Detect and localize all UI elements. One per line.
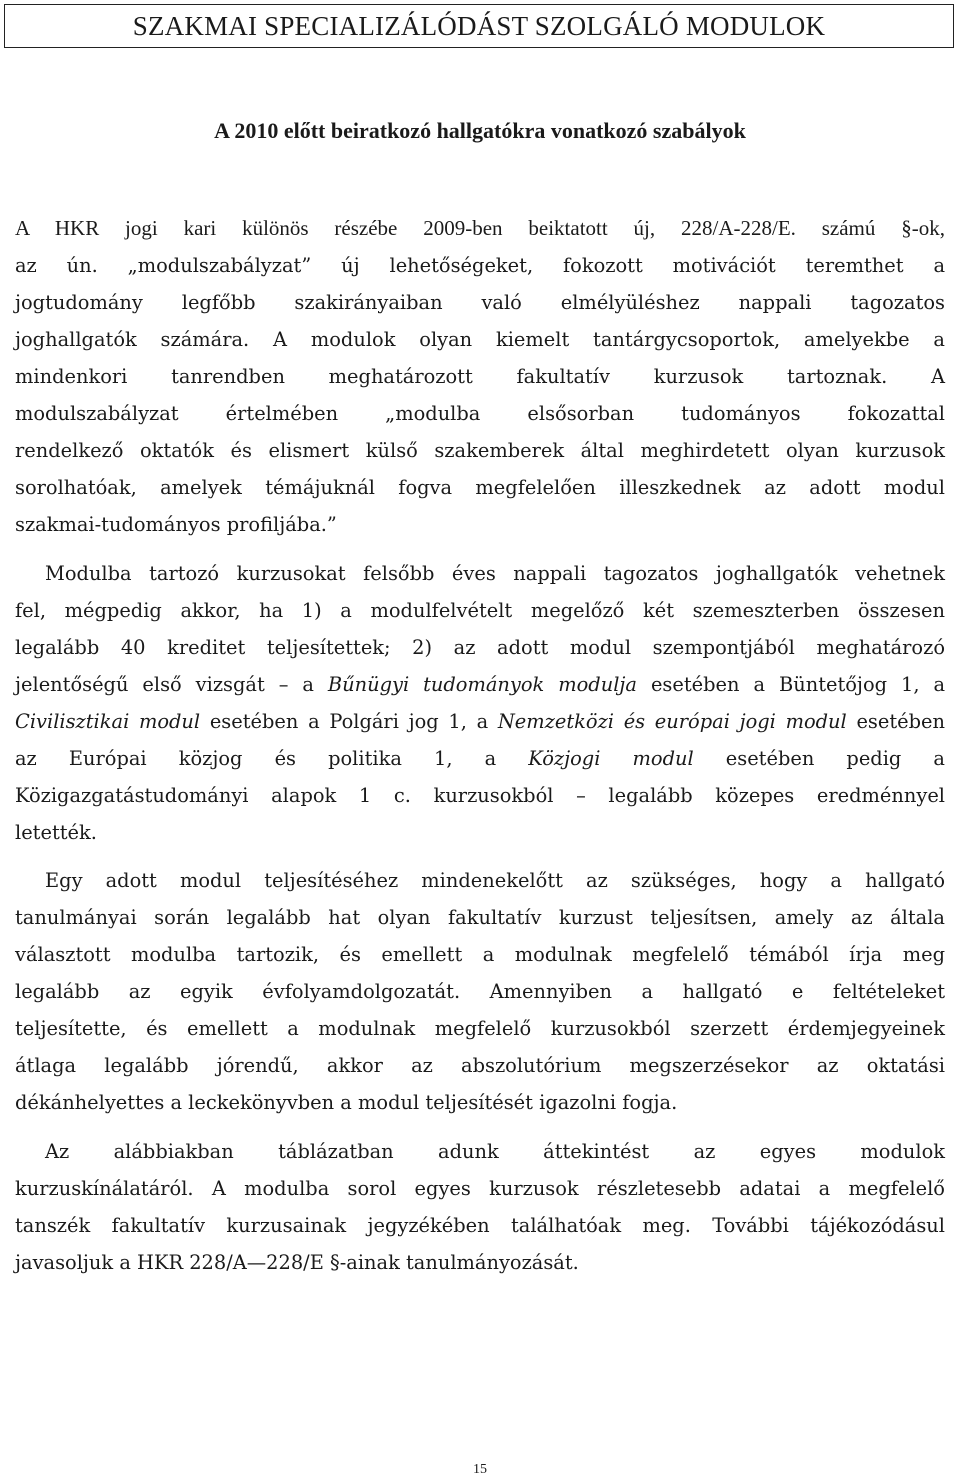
text-segment: esetében	[846, 710, 945, 733]
text-line: választott modulba tartozik, és emellett a modulnak megfelelő témából írja meg	[15, 943, 945, 966]
text-segment: esetében a Polgári jog 1, a	[200, 710, 498, 733]
text-line: átlaga legalább jórendű, akkor az abszolutórium megszerzésekor az oktatási	[15, 1054, 945, 1077]
text-line: jogtudomány legfőbb szakirányaiban való elmélyüléshez nappali tagozatos	[15, 291, 945, 314]
page-number: 15	[473, 1462, 487, 1477]
text-line	[15, 666, 945, 703]
text-line	[15, 740, 945, 777]
text-segment: az Európai közjog és politika 1, a	[15, 747, 529, 770]
text-line: legalább az egyik évfolyamdolgozatát. Amennyiben a hallgató e feltételeket	[15, 980, 945, 1003]
text-line: fel, mégpedig akkor, ha 1) a modulfelvételt megelőző két szemeszterben összesen	[15, 599, 945, 622]
paragraph-completion	[15, 862, 945, 1121]
text-line: Modulba tartozó kurzusokat felsőbb éves nappali tagozatos joghallgatók vehetnek	[45, 562, 945, 585]
text-line: javasoljuk a HKR 228/A—228/E §-ainak tanulmányozását.	[15, 1251, 579, 1274]
text-line: szakmai-tudományos profiljába.”	[15, 513, 337, 536]
text-segment: jelentőségű első vizsgát – a	[15, 673, 328, 696]
page-title: SZAKMAI SPECIALIZÁLÓDÁST SZOLGÁLÓ MODULOK	[4, 4, 954, 48]
text-segment: esetében pedig a	[693, 747, 945, 770]
text-line: dékánhelyettes a leckekönyvben a modul teljesítését igazolni fogja.	[15, 1091, 678, 1114]
text-line: letették.	[15, 821, 97, 844]
section-subtitle: A 2010 előtt beiratkozó hallgatókra vonatkozó szabályok	[214, 118, 746, 143]
paragraph-overview	[15, 1133, 945, 1281]
text-line: Közigazgatástudományi alapok 1 c. kurzusokból – legalább közepes eredménnyel	[15, 784, 945, 807]
text-line: joghallgatók számára. A modulok olyan kiemelt tantárgycsoportok, amelyekbe a	[15, 328, 945, 351]
text-segment: esetében a Büntetőjog 1, a	[637, 673, 946, 696]
italic-module-name: Bűnügyi tudományok modulja	[327, 673, 637, 696]
text-line: Az alábbiakban táblázatban adunk áttekintést az egyes modulok	[45, 1140, 945, 1163]
text-line: az ún. „modulszabályzat” új lehetőségeket, fokozott motivációt teremthet a	[15, 254, 945, 277]
text-line: rendelkező oktatók és elismert külső szakemberek által meghirdetett olyan kurzusok	[15, 439, 945, 462]
italic-module-name: Nemzetközi és európai jogi modul	[497, 710, 847, 733]
text-line: Egy adott modul teljesítéséhez mindenekelőtt az szükséges, hogy a hallgató	[45, 869, 945, 892]
text-line: modulszabályzat értelmében „modulba elsősorban tudományos fokozattal	[15, 402, 945, 425]
text-line: sorolhatóak, amelyek témájuknál fogva megfelelően illeszkednek az adott modul	[15, 476, 945, 499]
text-line: mindenkori tanrendben meghatározott fakultatív kurzusok tartoznak. A	[15, 365, 945, 388]
text-line: kurzuskínálatáról. A modulba sorol egyes kurzusok részletesebb adatai a megfelelő	[15, 1177, 945, 1200]
text-line: legalább 40 kreditet teljesítettek; 2) az adott modul szempontjából meghatározó	[15, 636, 945, 659]
text-line: tanszék fakultatív kurzusainak jegyzékében találhatóak meg. További tájékozódásul	[15, 1214, 945, 1237]
text-line: A HKR jogi kari különös részébe 2009-ben beiktatott új, 228/A-228/E. számú §-ok,	[15, 216, 945, 240]
italic-module-name: Civilisztikai modul	[15, 710, 201, 733]
text-line: teljesítette, és emellett a modulnak megfelelő kurzusokból szerzett érdemjegyeinek	[15, 1017, 945, 1040]
italic-module-name: Közjogi modul	[528, 747, 694, 770]
text-line: tanulmányai során legalább hat olyan fakultatív kurzust teljesítsen, amely az általa	[15, 906, 945, 929]
paragraph-intro	[15, 210, 945, 543]
paragraph-eligibility	[15, 555, 945, 851]
text-line	[15, 703, 945, 740]
